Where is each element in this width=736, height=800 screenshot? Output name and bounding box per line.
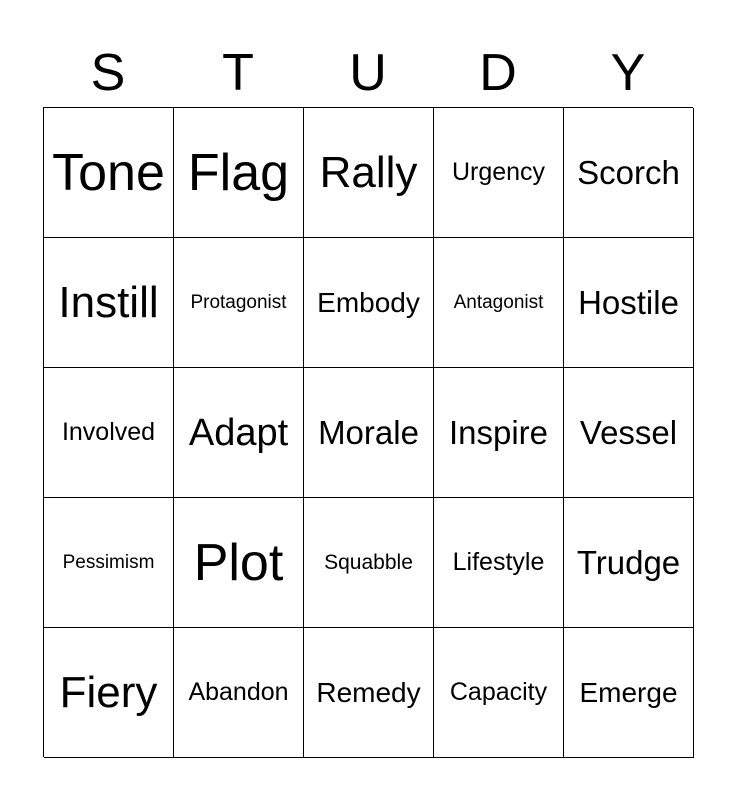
bingo-cell[interactable] bbox=[564, 368, 694, 498]
bingo-cell[interactable] bbox=[174, 498, 304, 628]
cell-word: Trudge bbox=[576, 544, 681, 581]
bingo-cell[interactable] bbox=[304, 108, 434, 238]
cell-word: Protagonist bbox=[190, 292, 287, 313]
bingo-cell[interactable] bbox=[174, 238, 304, 368]
bingo-cell[interactable] bbox=[564, 238, 694, 368]
cell-word: Vessel bbox=[579, 414, 678, 451]
cell-word: Scorch bbox=[577, 154, 680, 191]
cell-word: Antagonist bbox=[453, 292, 544, 313]
bingo-cell[interactable] bbox=[174, 108, 304, 238]
bingo-board bbox=[43, 107, 693, 757]
cell-word: Inspire bbox=[448, 414, 549, 451]
cell-word: Involved bbox=[61, 418, 156, 446]
bingo-cell[interactable] bbox=[44, 368, 174, 498]
bingo-cell[interactable] bbox=[434, 368, 564, 498]
cell-word: Tone bbox=[52, 143, 165, 202]
cell-word: Squabble bbox=[324, 551, 413, 574]
bingo-cell[interactable] bbox=[564, 108, 694, 238]
cell-word: Pessimism bbox=[62, 552, 155, 573]
header-letter-s: S bbox=[90, 44, 126, 102]
bingo-header bbox=[43, 38, 693, 108]
cell-word: Capacity bbox=[449, 678, 548, 706]
bingo-cell[interactable] bbox=[304, 368, 434, 498]
bingo-cell[interactable] bbox=[174, 628, 304, 758]
bingo-cell[interactable] bbox=[304, 498, 434, 628]
cell-word: Urgency bbox=[451, 158, 546, 186]
cell-word: Morale bbox=[318, 414, 419, 451]
cell-word: Instill bbox=[58, 277, 159, 327]
cell-word: Flag bbox=[187, 143, 290, 202]
bingo-cell[interactable] bbox=[304, 238, 434, 368]
bingo-cell[interactable] bbox=[44, 238, 174, 368]
header-letter-d: D bbox=[479, 44, 517, 102]
cell-word: Embody bbox=[317, 286, 420, 318]
bingo-cell[interactable] bbox=[44, 628, 174, 758]
bingo-cell[interactable] bbox=[434, 108, 564, 238]
cell-word: Fiery bbox=[59, 667, 158, 717]
cell-word: Rally bbox=[319, 147, 418, 197]
bingo-cell[interactable] bbox=[564, 498, 694, 628]
bingo-cell[interactable] bbox=[44, 498, 174, 628]
header-letter-t: T bbox=[222, 44, 254, 102]
cell-word: Remedy bbox=[316, 676, 421, 708]
header-letter-u: U bbox=[349, 44, 387, 102]
header-letter-y: Y bbox=[610, 44, 646, 102]
bingo-cell[interactable] bbox=[304, 628, 434, 758]
bingo-cell[interactable] bbox=[434, 628, 564, 758]
bingo-cell[interactable] bbox=[434, 238, 564, 368]
cell-word: Abandon bbox=[188, 678, 289, 706]
bingo-cell[interactable] bbox=[174, 368, 304, 498]
cell-word: Adapt bbox=[188, 411, 289, 454]
cell-word: Emerge bbox=[579, 676, 678, 708]
cell-word: Hostile bbox=[578, 284, 679, 321]
bingo-cell[interactable] bbox=[434, 498, 564, 628]
cell-word: Plot bbox=[193, 533, 284, 592]
bingo-cell[interactable] bbox=[564, 628, 694, 758]
cell-word: Lifestyle bbox=[452, 548, 545, 576]
bingo-cell[interactable] bbox=[44, 108, 174, 238]
